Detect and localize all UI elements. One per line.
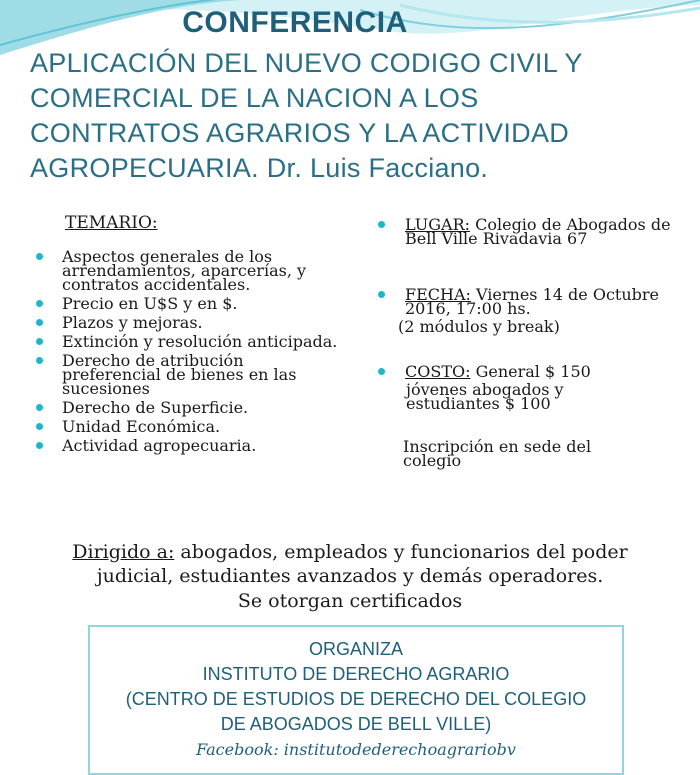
bullet-icon [36,319,43,326]
dirigido-block [0,540,700,588]
temario-list [36,247,346,458]
lugar-block [378,215,678,248]
dirigido-label: Dirigido a: [72,541,175,563]
bullet-icon [36,253,43,260]
subtitle-line: APLICACIÓN DEL NUEVO CODIGO CIVIL Y [30,48,583,78]
temario-heading: TEMARIO: [65,213,158,233]
organiza-heading: ORGANIZA [308,639,403,659]
bullet-icon [36,300,43,307]
bullet-icon [36,357,43,364]
list-item: Unidad Económica. [36,420,346,434]
subtitle [30,46,630,186]
fecha-block [378,285,678,336]
subtitle-line: CONTRATOS AGRARIOS Y LA ACTIVIDAD [30,118,570,148]
organiza-line: INSTITUTO DE DERECHO AGRARIO [202,664,510,684]
list-item: Precio en U$S y en $. [36,297,346,311]
lugar-label: LUGAR: [405,215,471,234]
subtitle-line: AGROPECUARIA. Dr. Luis Facciano. [30,153,489,183]
bullet-icon [378,368,385,375]
costo-label: COSTO: [405,362,471,381]
inscripcion-text: Inscripción en sede del colegio [403,437,592,470]
list-item: Extinción y resolución anticipada. [36,335,346,349]
bullet-icon [378,221,385,228]
dirigido-text: abogados, empleados y funcionarios del poder [174,541,628,563]
fecha-text: Viernes 14 de Octubre 2016, 17:00 hs. [405,285,659,318]
fecha-label: FECHA: [405,285,471,304]
list-item: Plazos y mejoras. [36,316,346,330]
lugar-text: Colegio de Abogados de Bell Ville Rivadavia 67 [405,215,671,248]
costo-text2: jóvenes abogados y estudiantes $ 100 [406,380,564,413]
organiza-box [88,625,624,775]
list-item: Derecho de Superficie. [36,401,346,415]
fecha-note: (2 módulos y break) [398,317,560,336]
certificados-text: Se otorgan certificados [237,590,463,612]
dirigido-text: judicial, estudiantes avanzados y demás operadores. [96,565,604,587]
page-title: CONFERENCIA [182,6,408,39]
costo-text: General $ 150 [470,362,591,381]
bullet-icon [36,423,43,430]
bullet-icon [36,442,43,449]
list-item: Actividad agropecuaria. [36,439,346,453]
bullet-icon [36,338,43,345]
costo-block [378,362,678,413]
bullet-icon [378,291,385,298]
list-item: Derecho de atribución preferencial de bienes en las sucesiones [36,354,346,396]
facebook-link[interactable]: Facebook: institutodederechoagrariobv [196,740,516,759]
list-item: Aspectos generales de los arrendamientos, aparcerías, y contratos accidentales. [36,250,346,292]
organiza-line: DE ABOGADOS DE BELL VILLE) [220,714,492,734]
organiza-line: (CENTRO DE ESTUDIOS DE DERECHO DEL COLEGIO [125,689,587,709]
bullet-icon [36,404,43,411]
subtitle-line: COMERCIAL DE LA NACION A LOS [30,83,479,113]
